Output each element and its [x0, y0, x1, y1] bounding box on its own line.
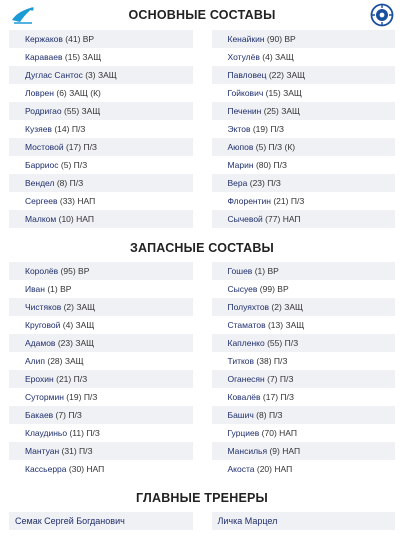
player-position: П/З: [83, 142, 98, 152]
player-name-link[interactable]: Стаматов: [227, 320, 266, 330]
player-name-link[interactable]: Печенин: [227, 106, 262, 116]
player-number: (90): [264, 34, 285, 44]
player-position: ЗАЩ: [76, 302, 96, 312]
player-number: (28): [44, 356, 65, 366]
player-number: (55): [264, 338, 285, 348]
player-position: П/З: [273, 160, 288, 170]
coaches-title: ГЛАВНЫЕ ТРЕНЕРЫ: [136, 491, 268, 505]
player-position: ЗАЩ: [281, 106, 301, 116]
player-name-link[interactable]: Башич: [227, 410, 254, 420]
player-row[interactable]: [9, 262, 193, 280]
player-number: (9): [267, 446, 283, 456]
player-name-link[interactable]: Хотулёв: [227, 52, 260, 62]
player-position: ЗАЩ: [82, 52, 102, 62]
player-name-link[interactable]: Кассьерра: [25, 464, 67, 474]
player-row[interactable]: [9, 406, 193, 424]
player-position: П/З: [279, 374, 294, 384]
player-name-link[interactable]: Кержаков: [25, 34, 63, 44]
player-row[interactable]: [212, 424, 396, 442]
player-name-link[interactable]: Акоста: [227, 464, 255, 474]
subs-lineups-title: ЗАПАСНЫЕ СОСТАВЫ: [130, 241, 274, 255]
player-row[interactable]: [212, 460, 396, 478]
away-coach[interactable]: [212, 512, 396, 530]
player-row[interactable]: [9, 120, 193, 138]
player-row[interactable]: [9, 102, 193, 120]
player-name-link[interactable]: Родригао: [25, 106, 62, 116]
player-row[interactable]: [9, 138, 193, 156]
player-number: (8): [54, 178, 70, 188]
player-position: ЗАЩ: [97, 70, 117, 80]
player-position: ВР: [267, 266, 279, 276]
player-number: (2): [269, 302, 285, 312]
player-name-link[interactable]: Ловрен: [25, 88, 54, 98]
player-name-link[interactable]: Адамов: [25, 338, 56, 348]
away-main-lineup: [212, 30, 396, 228]
player-position: П/З: [270, 124, 284, 134]
player-name-link[interactable]: Кузяев: [25, 124, 52, 134]
player-number: (23): [247, 178, 268, 188]
player-number: (4): [259, 52, 276, 62]
player-position: НАП: [76, 214, 94, 224]
player-name-link[interactable]: Флорентин: [227, 196, 271, 206]
player-position: П/З: [86, 428, 100, 438]
player-position: ЗАЩ: [283, 88, 302, 98]
player-row[interactable]: [212, 30, 396, 48]
player-position: ЗАЩ: [75, 320, 95, 330]
player-row[interactable]: [9, 156, 193, 174]
player-position: П/З: [71, 124, 86, 134]
player-number: (3): [82, 70, 98, 80]
player-row[interactable]: [212, 442, 396, 460]
home-subs-lineup: [9, 262, 193, 478]
player-row[interactable]: [212, 298, 396, 316]
player-number: (33): [57, 196, 78, 206]
player-row[interactable]: [9, 48, 193, 66]
player-position: П/З: [280, 392, 295, 402]
player-row[interactable]: [212, 388, 396, 406]
player-number: (22): [266, 70, 287, 80]
player-name-link[interactable]: Полуяхтов: [227, 302, 270, 312]
player-position: НАП: [86, 464, 105, 474]
player-name-link[interactable]: Капленко: [227, 338, 265, 348]
player-name-link[interactable]: Бакаев: [25, 410, 54, 420]
player-number: (99): [257, 284, 278, 294]
player-position: НАП: [77, 196, 96, 206]
player-number: (17): [260, 392, 281, 402]
player-row[interactable]: [9, 334, 193, 352]
player-row[interactable]: [212, 138, 396, 156]
player-number: (21): [270, 196, 291, 206]
player-name-link[interactable]: Мансилья: [227, 446, 268, 456]
player-position: ВР: [284, 34, 296, 44]
player-number: (10): [56, 214, 77, 224]
player-position: ЗАЩ: [81, 106, 101, 116]
player-number: (7): [53, 410, 69, 420]
player-name-link[interactable]: Марин: [227, 160, 254, 170]
player-number: (19): [250, 124, 271, 134]
player-name-link[interactable]: Вера: [227, 178, 248, 188]
subs-lineups-grid: [0, 262, 404, 478]
away-subs-lineup: [212, 262, 396, 478]
player-name-link[interactable]: Эктов: [227, 124, 251, 134]
player-row[interactable]: [9, 352, 193, 370]
player-position: П/З: [73, 374, 88, 384]
player-name-link[interactable]: Иван: [25, 284, 45, 294]
player-position: П/З: [284, 338, 299, 348]
player-position: П/З: [68, 410, 82, 420]
player-row[interactable]: [212, 406, 396, 424]
player-row[interactable]: [212, 48, 396, 66]
player-position: ЗАЩ: [285, 320, 305, 330]
player-number: (7): [264, 374, 280, 384]
player-row[interactable]: [9, 370, 193, 388]
player-number: (1): [44, 284, 61, 294]
player-row[interactable]: [212, 192, 396, 210]
player-number: (80): [253, 160, 274, 170]
player-name-link[interactable]: Сергеев: [25, 196, 58, 206]
player-row[interactable]: [9, 66, 193, 84]
player-name-link[interactable]: Круговой: [25, 320, 61, 330]
player-name-link[interactable]: Алип: [25, 356, 45, 366]
home-coach-link[interactable]: Семак Сергей Богданович: [15, 516, 125, 526]
player-number: (15): [263, 88, 284, 98]
player-position: П/З: [79, 446, 93, 456]
player-name-link[interactable]: Ерохин: [25, 374, 54, 384]
player-name-link[interactable]: Оганесян: [227, 374, 265, 384]
player-name-link[interactable]: Кенайкин: [227, 34, 265, 44]
player-number: (5): [253, 142, 269, 152]
player-number: (4): [60, 320, 76, 330]
zenit-logo-icon: [10, 4, 36, 26]
player-number: (15): [62, 52, 83, 62]
player-name-link[interactable]: Караваев: [25, 52, 63, 62]
player-name-link[interactable]: Дуглас Сантос: [25, 70, 83, 80]
player-row[interactable]: [212, 316, 396, 334]
player-number: (11): [67, 428, 87, 438]
player-row[interactable]: [212, 280, 396, 298]
player-number: (25): [261, 106, 282, 116]
player-number: (20): [254, 464, 275, 474]
player-row[interactable]: [9, 30, 193, 48]
player-row[interactable]: [212, 334, 396, 352]
player-position: ЗАЩ (К): [69, 88, 101, 98]
player-number: (70): [259, 428, 280, 438]
player-number: (38): [254, 356, 274, 366]
player-position: ЗАЩ: [284, 302, 303, 312]
player-row[interactable]: [9, 298, 193, 316]
player-number: (5): [58, 160, 74, 170]
player-number: (30): [66, 464, 87, 474]
player-row[interactable]: [9, 280, 193, 298]
player-number: (1): [252, 266, 268, 276]
player-number: (2): [61, 302, 77, 312]
player-number: (41): [62, 34, 83, 44]
player-row[interactable]: [212, 66, 396, 84]
player-number: (31): [59, 446, 80, 456]
player-row[interactable]: [212, 352, 396, 370]
player-number: (17): [63, 142, 84, 152]
player-row[interactable]: [212, 120, 396, 138]
player-position: П/З: [83, 392, 98, 402]
player-position: ЗАЩ: [275, 52, 294, 62]
player-position: П/З: [267, 178, 281, 188]
player-row[interactable]: [9, 210, 193, 228]
main-lineups-header: [0, 0, 404, 30]
player-row[interactable]: [212, 174, 396, 192]
player-number: (13): [265, 320, 286, 330]
player-row[interactable]: [9, 84, 193, 102]
player-number: (8): [253, 410, 269, 420]
player-position: ЗАЩ: [64, 356, 84, 366]
player-number: (6): [53, 88, 70, 98]
player-name-link[interactable]: Сутормин: [25, 392, 64, 402]
player-number: (21): [53, 374, 74, 384]
player-row[interactable]: [212, 370, 396, 388]
player-name-link[interactable]: Клаудиньо: [25, 428, 68, 438]
player-position: НАП: [282, 446, 301, 456]
player-position: НАП: [279, 428, 297, 438]
player-position: ВР: [78, 266, 90, 276]
player-name-link[interactable]: Гошев: [227, 266, 253, 276]
player-position: П/З: [290, 196, 305, 206]
player-number: (19): [63, 392, 84, 402]
player-row[interactable]: [9, 316, 193, 334]
player-name-link[interactable]: Титков: [227, 356, 255, 366]
player-name-link[interactable]: Малком: [25, 214, 57, 224]
player-row[interactable]: [212, 102, 396, 120]
player-position: НАП: [274, 464, 293, 474]
player-number: (77): [262, 214, 283, 224]
player-name-link[interactable]: Чистяков: [25, 302, 62, 312]
player-row[interactable]: [212, 84, 396, 102]
player-name-link[interactable]: Сычевой: [227, 214, 263, 224]
player-position: ВР: [60, 284, 72, 294]
player-name-link[interactable]: Ковалёв: [227, 392, 261, 402]
player-row[interactable]: [9, 424, 193, 442]
player-number: (95): [58, 266, 79, 276]
player-position: П/З: [273, 356, 288, 366]
main-lineups-grid: [0, 30, 404, 228]
player-name-link[interactable]: Барриос: [25, 160, 59, 170]
player-row[interactable]: [9, 192, 193, 210]
player-name-link[interactable]: Королёв: [25, 266, 59, 276]
player-name-link[interactable]: Мантуан: [25, 446, 60, 456]
player-position: П/З: [268, 410, 283, 420]
player-position: П/З: [73, 160, 88, 170]
player-position: П/З: [69, 178, 84, 188]
home-coach[interactable]: [9, 512, 193, 530]
player-row[interactable]: [212, 210, 396, 228]
player-position: ВР: [277, 284, 289, 294]
player-row[interactable]: [212, 156, 396, 174]
player-number: (23): [55, 338, 76, 348]
away-coach-link[interactable]: Личка Марцел: [217, 516, 278, 526]
player-position: ЗАЩ: [286, 70, 306, 80]
player-number: (55): [61, 106, 82, 116]
player-row[interactable]: [9, 174, 193, 192]
player-name-link[interactable]: Павловец: [227, 70, 267, 80]
orenburg-logo-icon: [370, 3, 394, 27]
main-lineups-title: ОСНОВНЫЕ СОСТАВЫ: [128, 8, 276, 22]
player-name-link[interactable]: Вендел: [25, 178, 55, 188]
player-row[interactable]: [9, 388, 193, 406]
player-row[interactable]: [9, 460, 193, 478]
player-position: ЗАЩ: [75, 338, 95, 348]
player-name-link[interactable]: Сысуев: [227, 284, 258, 294]
player-name-link[interactable]: Мостовой: [25, 142, 64, 152]
coaches-grid: [0, 512, 404, 530]
player-number: (14): [51, 124, 72, 134]
player-name-link[interactable]: Аюпов: [227, 142, 254, 152]
player-position: НАП: [282, 214, 301, 224]
player-position: П/З (К): [268, 142, 296, 152]
player-row[interactable]: [9, 442, 193, 460]
player-name-link[interactable]: Гойкович: [227, 88, 264, 98]
home-main-lineup: [9, 30, 193, 228]
player-row[interactable]: [212, 262, 396, 280]
player-name-link[interactable]: Гурциев: [227, 428, 260, 438]
player-position: ВР: [82, 34, 95, 44]
